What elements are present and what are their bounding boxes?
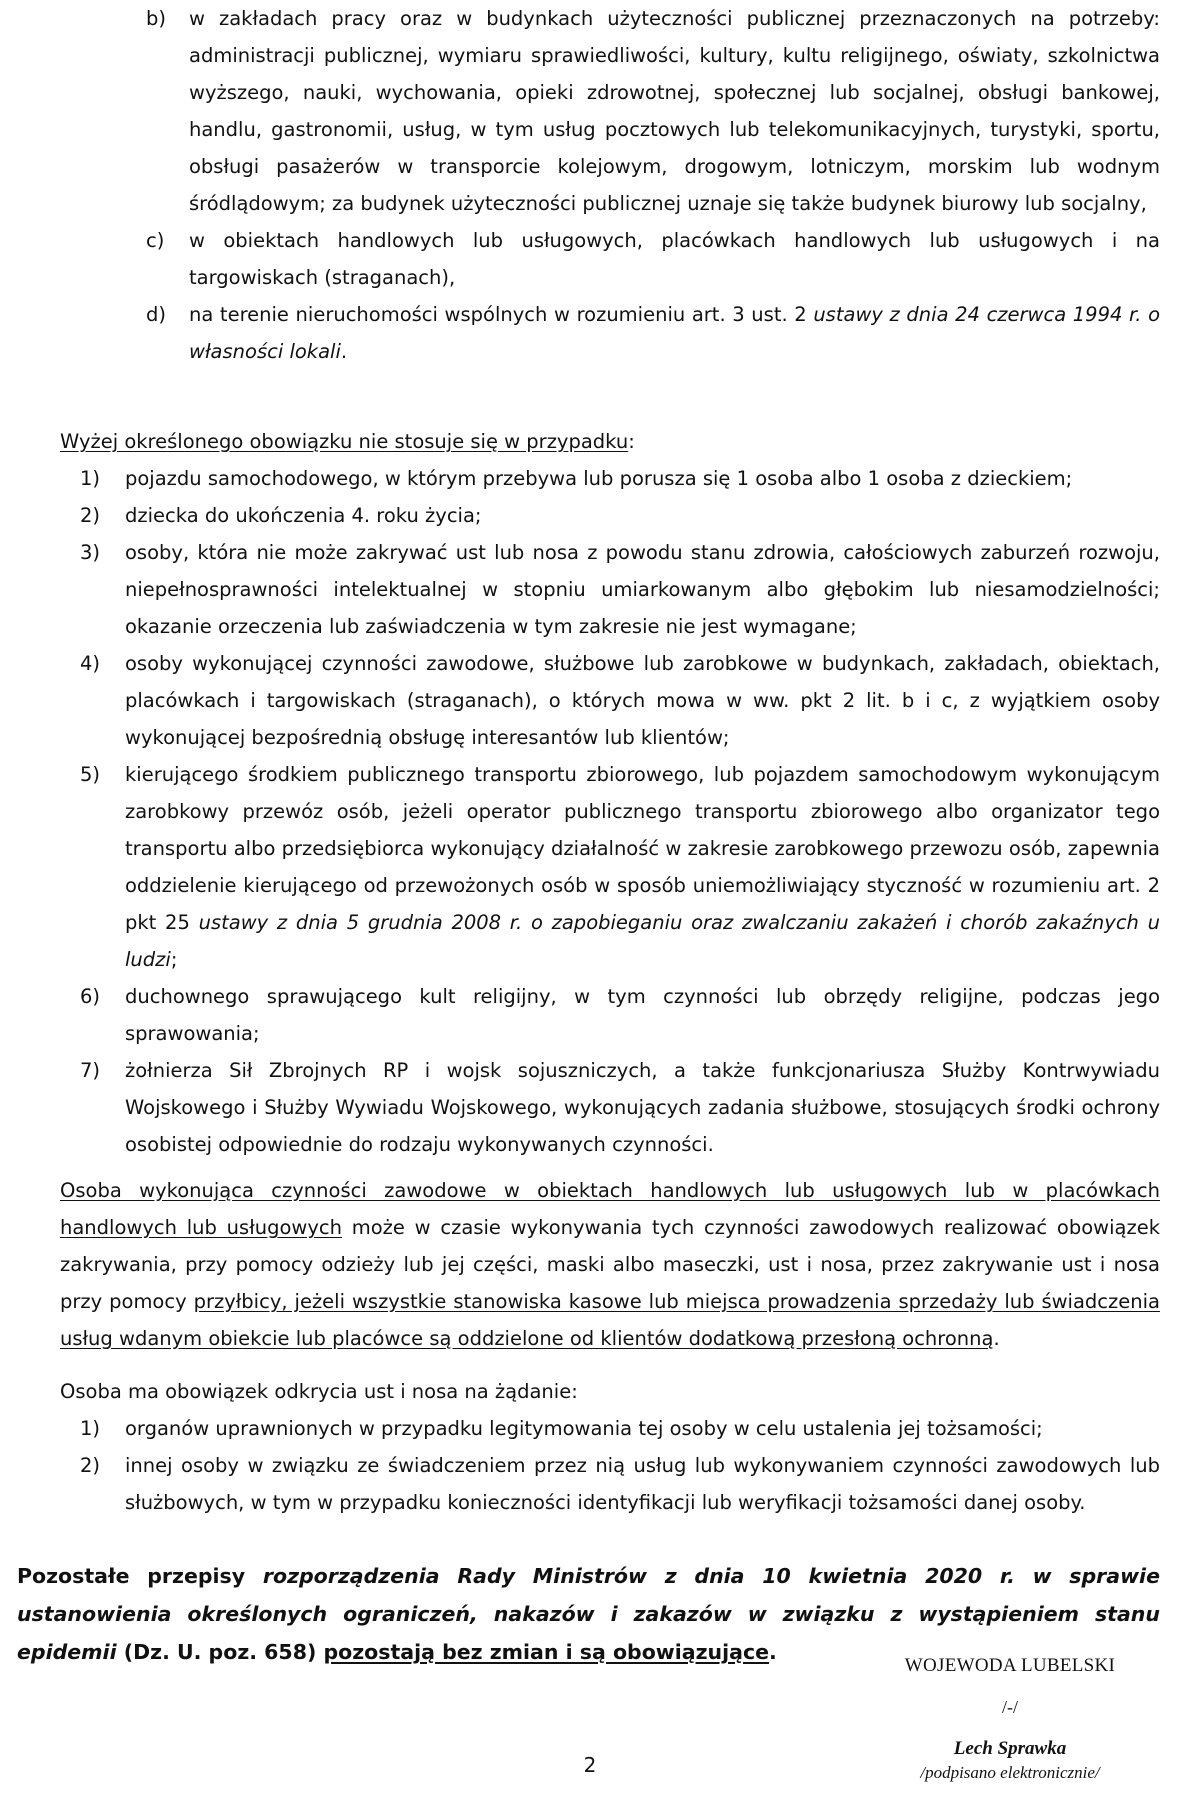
- underlined-text: przyłbicy, jeżeli wszystkie stanowiska kasowe lub miejsca prowadzenia sprzedaży lub świadczenia usług wdanym obiekcie lub placówce są oddzielone od klientów dodatkową przesłoną ochronną: [60, 1290, 1160, 1350]
- uncover-item-1: [60, 1410, 1160, 1447]
- signature-name: Lech Sprawka: [953, 1738, 1067, 1759]
- exemption-item-6: [60, 978, 1160, 1052]
- list-item-text: duchownego sprawującego kult religijny, w tym czynności lub obrzędy religijne, podczas jego sprawowania;: [125, 985, 1160, 1045]
- list-item-text: w obiektach handlowych lub usługowych, placówkach handlowych lub usługowych i na targowiskach (straganach),: [189, 229, 1160, 289]
- text-segment: na terenie nieruchomości wspólnych w rozumieniu art. 3 ust. 2: [189, 303, 814, 326]
- list-marker: 6): [80, 985, 101, 1008]
- text-segment: :: [628, 430, 635, 453]
- list-item-text: osoby, która nie może zakrywać ust lub nosa z powodu stanu zdrowia, całościowych zaburzeń rozwoju, niepełnosprawności intelektualnej w stopniu umiarkowanym albo głębokim lub niesamodzielności; okazanie orzeczenia lub zaświadczenia w tym zakresie nie jest wymagane;: [125, 541, 1160, 638]
- list-marker: b): [146, 7, 166, 30]
- list-marker: 1): [80, 467, 101, 490]
- list-item-c: [60, 222, 1160, 296]
- list-item-text: pojazdu samochodowego, w którym przebywa lub porusza się 1 osoba albo 1 osoba z dzieckiem;: [125, 467, 1073, 490]
- list-item-text: [125, 756, 1160, 978]
- exemption-item-1: [60, 460, 1160, 497]
- exemption-item-5: [60, 756, 1160, 978]
- exemption-item-2: [60, 497, 1160, 534]
- shield-paragraph-section: [60, 1172, 1160, 1357]
- page-number: 2: [583, 1753, 597, 1777]
- regulation-citation: rozporządzenia Rady Ministrów z dnia 10 kwietnia 2020 r. w sprawie ustanowienia określonych ograniczeń, nakazów i zakazów w związku z wystąpieniem stanu epidemii: [17, 1564, 1160, 1664]
- list-item-b: [60, 0, 1160, 222]
- list-item-d: [60, 296, 1160, 370]
- law-citation: ustawy z dnia 24 czerwca 1994 r. o własności lokali: [189, 303, 1161, 363]
- signature-note: /podpisano elektronicznie/: [920, 1763, 1100, 1782]
- text-segment: .: [993, 1327, 1000, 1350]
- exemptions-intro-underlined: Wyżej określonego obowiązku nie stosuje się w przypadku: [60, 430, 629, 453]
- text-segment: kierującego środkiem publicznego transportu zbiorowego, lub pojazdem samochodowym wykonującym zarobkowy przewóz osób, jeżeli operator publicznego transportu zbiorowego albo organizator tego transportu albo przedsiębiorca wykonujący działalność w zakresie zarobkowego przewozu osób, zapewnia oddzielenie kierującego od przewożonych osób w sposób uniemożliwiający styczność w rozumieniu art. 2 pkt 25: [125, 763, 1160, 934]
- list-item-text: osoby wykonującej czynności zawodowe, służbowe lub zarobkowe w budynkach, zakładach, obiektach, placówkach i targowiskach (straganach), o których mowa w ww. pkt 2 lit. b i c, z wyjątkiem osoby wykonującej bezpośrednią obsługę interesantów lub klientów;: [125, 652, 1160, 749]
- text-segment: Pozostałe przepisy: [17, 1564, 263, 1588]
- list-item-text: żołnierza Sił Zbrojnych RP i wojsk sojuszniczych, a także funkcjonariusza Służby Kontrwywiadu Wojskowego i Służby Wywiadu Wojskowego, wykonujących zadania służbowe, stosujących środki ochrony osobistej odpowiednie do rodzaju wykonywanych czynności.: [125, 1059, 1160, 1156]
- list-marker: 7): [80, 1059, 101, 1082]
- text-segment: (Dz. U. poz. 658): [116, 1640, 324, 1664]
- exemptions-intro: [60, 423, 1160, 460]
- text-segment: ;: [170, 948, 178, 971]
- uncover-section: [60, 1373, 1160, 1521]
- list-marker: 4): [80, 652, 101, 675]
- exemption-item-3: [60, 534, 1160, 645]
- underlined-text: Osoba wykonująca czynności zawodowe w obiektach handlowych lub usługowych lub w placówkach handlowych lub usługowych: [60, 1179, 1160, 1239]
- signature-mark: /-/: [1002, 1697, 1018, 1717]
- list-marker: d): [146, 303, 166, 326]
- list-marker: 3): [80, 541, 101, 564]
- uncover-intro: Osoba ma obowiązek odkrycia ust i nosa na żądanie:: [60, 1380, 578, 1403]
- list-marker: 2): [80, 504, 101, 527]
- uncover-item-2: [60, 1447, 1160, 1521]
- list-item-text: organów uprawnionych w przypadku legitymowania tej osoby w celu ustalenia jej tożsamości;: [125, 1417, 1043, 1440]
- list-marker: 2): [80, 1454, 101, 1477]
- text-segment: może w czasie wykonywania tych czynności zawodowych realizować obowiązek zakrywania, przy pomocy odzieży lub jej części, maski albo maseczki, ust i nosa, przez zakrywanie ust i nosa przy pomocy: [60, 1216, 1160, 1313]
- list-item-text: dziecka do ukończenia 4. roku życia;: [125, 504, 482, 527]
- signature-title: WOJEWODA LUBELSKI: [904, 1655, 1116, 1676]
- text-segment: .: [769, 1640, 777, 1664]
- law-citation: ustawy z dnia 5 grudnia 2008 r. o zapobieganiu oraz zwalczaniu zakażeń i chorób zakaźnych u ludzi: [125, 911, 1160, 971]
- shield-paragraph: [60, 1172, 1160, 1357]
- exemption-item-7: [60, 1052, 1160, 1163]
- list-marker: 1): [80, 1417, 101, 1440]
- lettered-list: [60, 0, 1160, 370]
- list-item-text: [189, 296, 1160, 370]
- list-item-text: w zakładach pracy oraz w budynkach użyteczności publicznej przeznaczonych na potrzeby: administracji publicznej, wymiaru sprawiedliwości, kultury, kultu religijnego, oświaty, szkolnictwa wyższego, nauki, wychowania, opieki zdrowotnej, społecznej lub socjalnej, obsługi bankowej, handlu, gastronomii, usług, w tym usług pocztowych lub telekomunikacyjnych, turystyki, sportu, obsługi pasażerów w transporcie kolejowym, drogowym, lotniczym, morskim lub wodnym śródlądowym; za budynek użyteczności publicznej uznaje się także budynek biurowy lub socjalny,: [189, 7, 1160, 215]
- text-segment: .: [340, 340, 348, 363]
- list-marker: 5): [80, 763, 101, 786]
- exemptions-section: [60, 423, 1160, 1163]
- exemption-item-4: [60, 645, 1160, 756]
- final-note: [17, 1557, 1160, 1671]
- list-marker: c): [146, 229, 165, 252]
- list-item-text: innej osoby w związku ze świadczeniem przez nią usług lub wykonywaniem czynności zawodowych lub służbowych, w tym w przypadku konieczności identyfikacji lub weryfikacji tożsamości danej osoby.: [125, 1454, 1160, 1514]
- underlined-text: pozostają bez zmian i są obowiązujące: [323, 1640, 770, 1664]
